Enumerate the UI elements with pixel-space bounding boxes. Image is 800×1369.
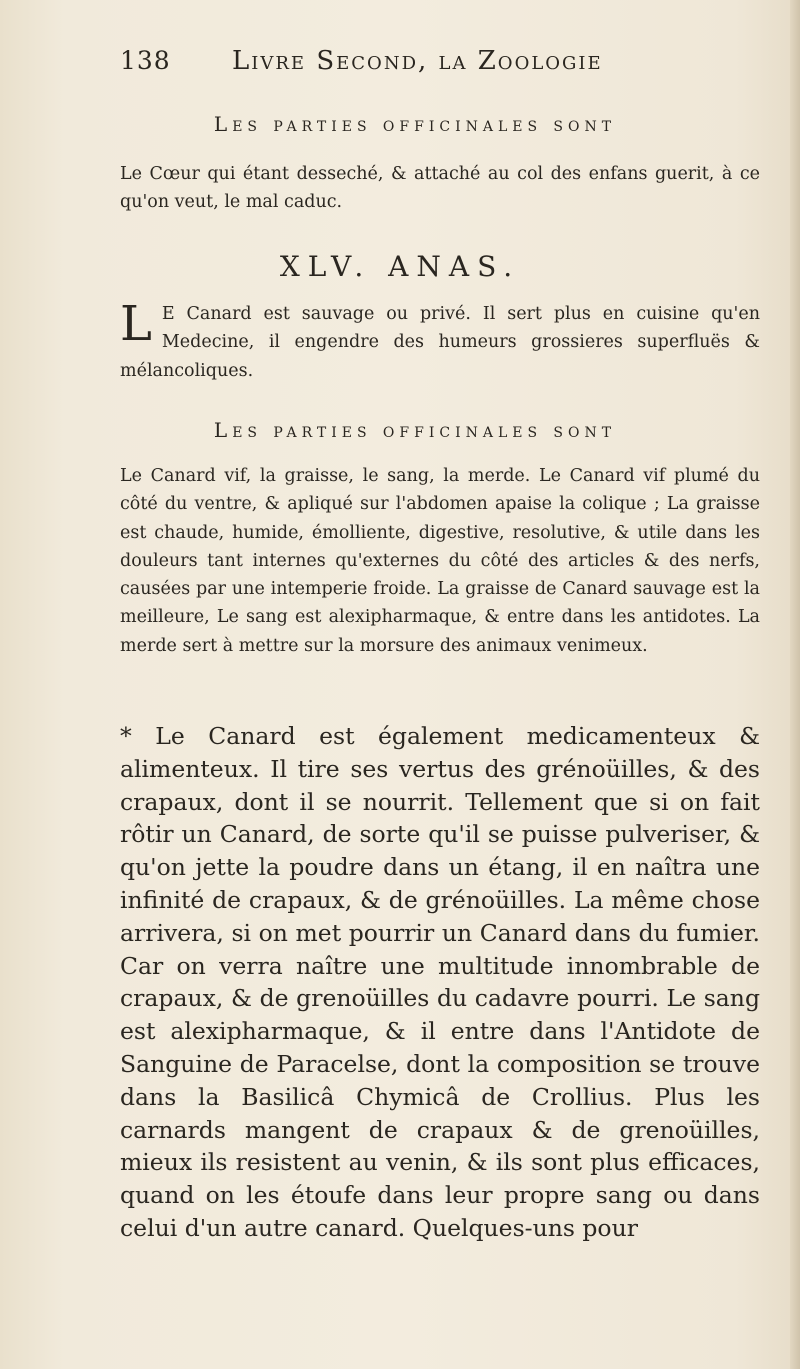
section-heading-officinales-1: Les parties officinales sont	[213, 112, 617, 136]
running-title: Livre Second, la Zoologie	[232, 46, 603, 76]
paragraph-annotation: * Le Canard est également medicamenteux & alimenteux. Il tire ses vertus des grénoüilles, & des crapaux, dont il se nourrit. Tellement que si on fait rôtir un Canard, de sorte qu'il se puisse pulveriser, & qu'on jette la poudre dans un étang, il en naîtra une infinité de crapaux, & de grénoüilles. La même chose arrivera, si on met pourrir un Canard dans du fumier. Car on verra naître une multitude innombrable de crapaux, & de grenoüilles du cadavre pourri. Le sang est alexipharmaque, & il entre dans l'Antidote de Sanguine de Paracelse, dont la composition se trouve dans la Basilicâ Chymicâ de Crollius. Plus les carnards mangent de crapaux & de grenoüilles, mieux ils resistent au venin, & ils sont plus efficaces, quand on les étoufe dans leur propre sang ou dans celui d'un autre canard. Quelques-uns pour	[120, 722, 760, 1242]
running-header	[120, 46, 760, 86]
paragraph-canard-intro	[120, 296, 760, 385]
drop-cap: L	[120, 296, 152, 352]
page-number: 138	[120, 46, 171, 75]
paragraph-parties: Le Canard vif, la graisse, le sang, la merde. Le Canard vif plumé du côté du ventre, & apliqué sur l'abdomen apaise la colique ; La graisse est chaude, humide, émolliente, digestive, resolutive, & utile dans les douleurs tant internes qu'externes du côté des articles & des nerfs, causées par une intemperie froide. La graisse de Canard sauvage est la meilleure, Le sang est alexipharmaque, & entre dans les antidotes. La merde sert à mettre sur la morsure des animaux venimeux.	[120, 466, 760, 656]
page-edge	[790, 0, 800, 1369]
section-heading-officinales-2: Les parties officinales sont	[213, 418, 617, 442]
paragraph-canard-intro-text: E Canard est sauvage ou privé. Il sert plus en cuisine qu'en Medecine, il engendre des humeurs grossieres superfluës & mélancoliques.	[120, 304, 760, 381]
chapter-title: XLV. ANAS.	[279, 250, 521, 283]
paragraph-coeur: Le Cœur qui étant desseché, & attaché au col des enfans guerit, à ce qu'on veut, le mal caduc.	[120, 164, 760, 213]
